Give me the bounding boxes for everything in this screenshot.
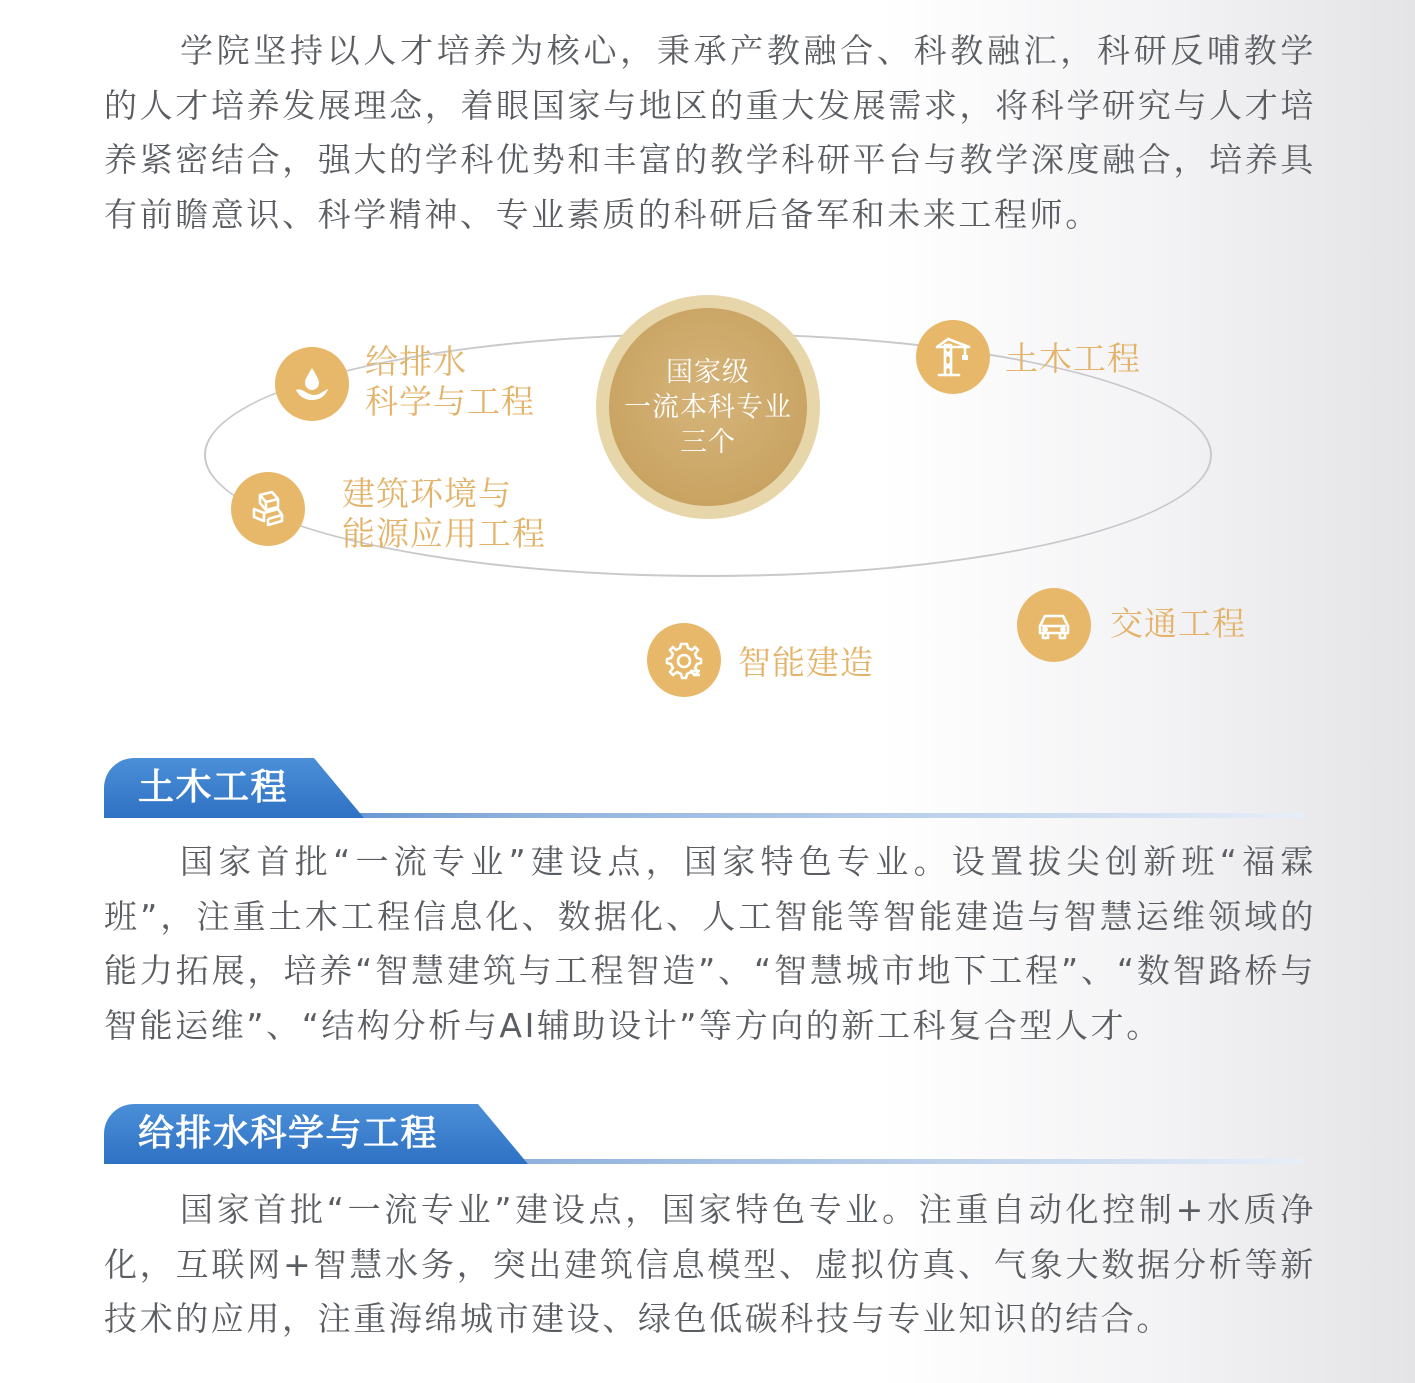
section-title: 给排水科学与工程 (138, 1113, 439, 1154)
node-label-civil: 土木工程 (1005, 339, 1141, 378)
civil-paragraph: 国家首批“一流专业”建设点，国家特色专业。设置拔尖创新班“福霖班”，注重土木工程信息化、数据化、人工智能等智能建造与智慧运维领域的能力拓展，培养“智慧建筑与工程智造”、“智慧城市地下工程”、“数智路桥与智能运维”、“结构分析与AI辅助设计”等方向的新工科复合型人才。 (104, 842, 1316, 1045)
water-paragraph: 国家首批“一流专业”建设点，国家特色专业。注重自动化控制+水质净化，互联网+智慧水务，突出建筑信息模型、虚拟仿真、气象大数据分析等新技术的应用，注重海绵城市建设、绿色低碳科技与专业知识的结合。 (104, 1190, 1316, 1338)
car-icon (1017, 588, 1091, 662)
building-blocks-icon (231, 472, 305, 546)
center-badge (609, 308, 807, 506)
node-label-hvac: 建筑环境与 能源应用工程 (342, 474, 546, 553)
node-label-water: 给排水 科学与工程 (365, 342, 535, 421)
center-badge-text: 国家级 一流本科专业 三个 (624, 356, 792, 458)
node-label-traffic: 交通工程 (1110, 604, 1246, 643)
intro-paragraph: 学院坚持以人才培养为核心，秉承产教融合、科教融汇，科研反哺教学的人才培养发展理念，着眼国家与地区的重大发展需求，将科学研究与人才培养紧密结合，强大的学科优势和丰富的教学科研平台与教学深度融合，培养具有前瞻意识、科学精神、专业素质的科研后备军和未来工程师。 (104, 31, 1316, 234)
node-label-smart: 智能建造 (738, 643, 874, 682)
gear-head-icon (647, 623, 721, 697)
section-title: 土木工程 (138, 767, 289, 808)
water-drop-icon (275, 347, 349, 421)
crane-icon (916, 320, 990, 394)
